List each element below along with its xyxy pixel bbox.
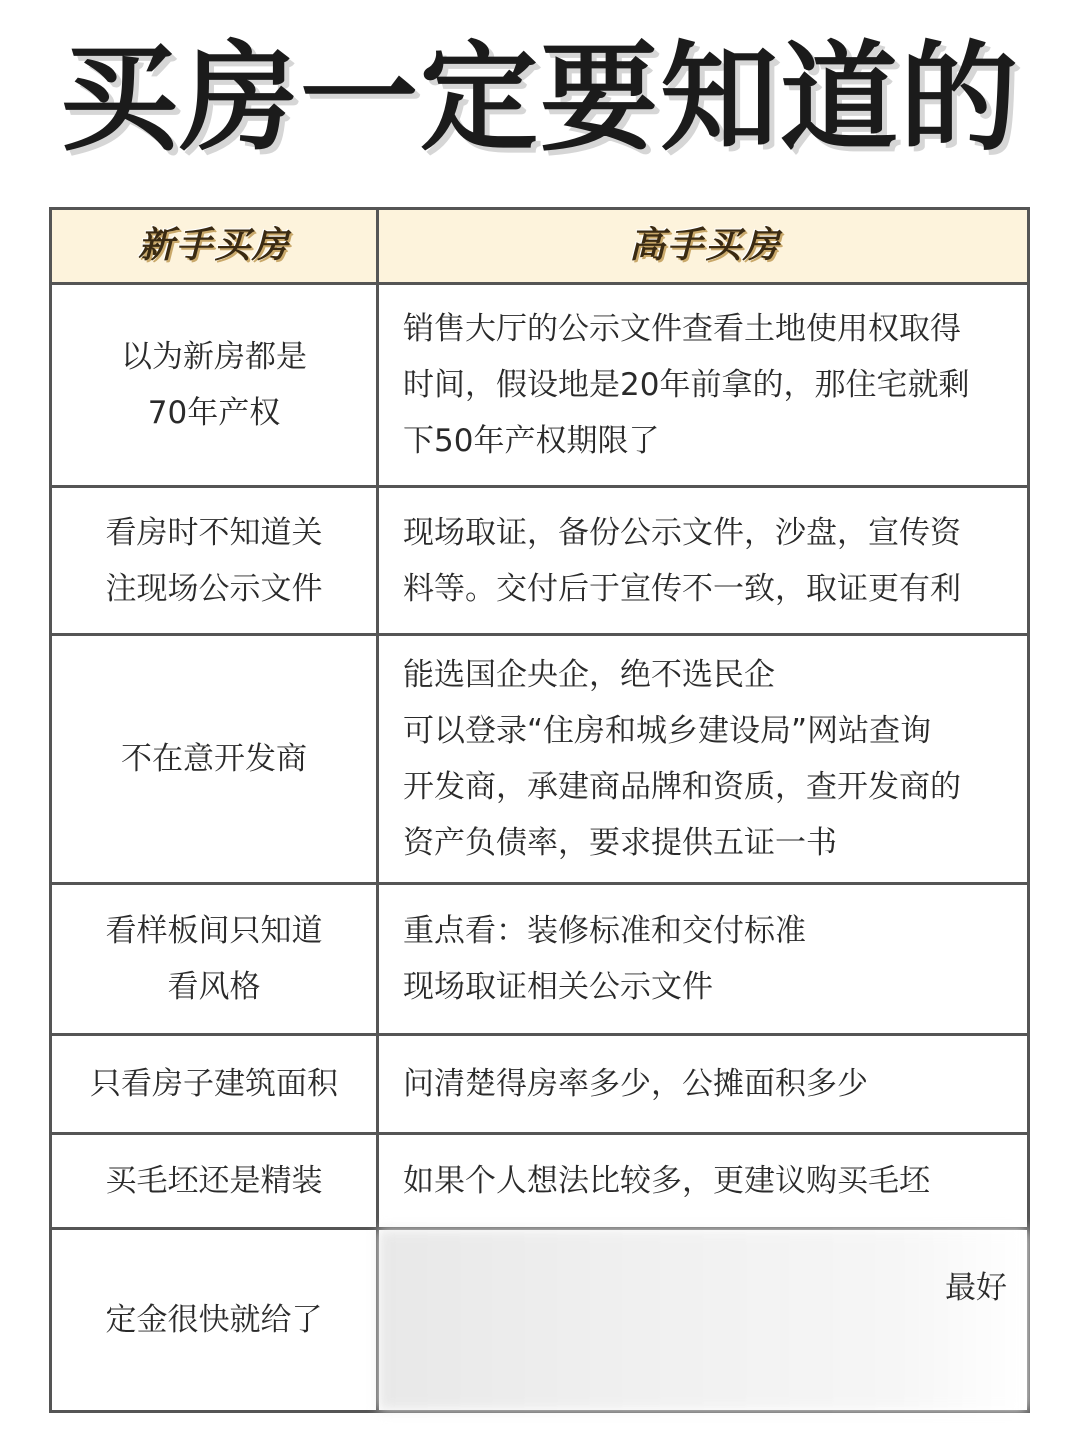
comparison-table bbox=[49, 207, 1030, 1413]
table-row bbox=[52, 485, 1027, 633]
cell-line: 下50年产权期限了 bbox=[403, 423, 660, 459]
cell-line: 问清楚得房率多少，公摊面积多少 bbox=[403, 1066, 868, 1102]
cell-line: 以为新房都是 bbox=[121, 339, 307, 375]
header-novice: 新手买房 bbox=[52, 210, 379, 282]
novice-cell bbox=[52, 1036, 379, 1132]
cell-line: 料等。交付后于宣传不一致，取证更有利 bbox=[403, 570, 961, 607]
cell-line: 只看房子建筑面积 bbox=[90, 1066, 338, 1102]
table-row bbox=[52, 882, 1027, 1033]
table-row bbox=[52, 1227, 1027, 1410]
novice-cell bbox=[52, 285, 379, 485]
table-row bbox=[52, 1033, 1027, 1132]
cell-line: 如果个人想法比较多，更建议购买毛坯 bbox=[403, 1163, 930, 1199]
cell-line: 现场取证相关公示文件 bbox=[403, 969, 713, 1005]
cell-line: 现场取证，备份公示文件，沙盘，宣传资 bbox=[403, 514, 961, 551]
novice-cell bbox=[52, 885, 379, 1033]
table-row bbox=[52, 633, 1027, 882]
expert-cell bbox=[379, 1036, 1027, 1132]
cell-line: 定金很快就给了 bbox=[105, 1302, 323, 1338]
cell-line: 能选国企央企，绝不选民企 bbox=[403, 657, 775, 693]
cell-line: 销售大厅的公示文件查看土地使用权取得 bbox=[403, 311, 961, 347]
table-row bbox=[52, 282, 1027, 485]
expert-cell bbox=[379, 885, 1027, 1033]
blurred-region bbox=[379, 1230, 1027, 1410]
novice-cell bbox=[52, 1230, 379, 1410]
cell-line: 注现场公示文件 bbox=[105, 570, 323, 607]
table-row bbox=[52, 1132, 1027, 1227]
expert-cell bbox=[379, 488, 1027, 633]
cell-line: 不在意开发商 bbox=[121, 741, 307, 777]
cell-line: 开发商，承建商品牌和资质，查开发商的 bbox=[403, 769, 961, 805]
cell-line: 最好 bbox=[945, 1270, 1007, 1306]
cell-line: 看房时不知道关 bbox=[105, 514, 323, 551]
cell-line: 70年产权 bbox=[147, 395, 281, 431]
cell-line: 可以登录“住房和城乡建设局”网站查询 bbox=[403, 713, 932, 749]
novice-cell bbox=[52, 1135, 379, 1227]
cell-line: 看样板间只知道 bbox=[105, 913, 323, 949]
expert-cell bbox=[379, 636, 1027, 882]
cell-line: 时间，假设地是20年前拿的，那住宅就剩 bbox=[403, 367, 970, 403]
novice-cell bbox=[52, 488, 379, 633]
expert-cell bbox=[379, 1135, 1027, 1227]
page-title: 买房一定要知道的 bbox=[59, 29, 1020, 167]
cell-line: 重点看：装修标准和交付标准 bbox=[403, 913, 806, 949]
cell-line: 买毛坯还是精装 bbox=[105, 1163, 323, 1199]
cell-line: 看风格 bbox=[167, 969, 261, 1005]
expert-cell bbox=[379, 285, 1027, 485]
novice-cell bbox=[52, 636, 379, 882]
expert-cell bbox=[379, 1230, 1027, 1410]
cell-line: 资产负债率，要求提供五证一书 bbox=[403, 825, 837, 861]
header-expert: 高手买房 bbox=[628, 225, 781, 266]
table-header-row bbox=[52, 210, 1027, 282]
